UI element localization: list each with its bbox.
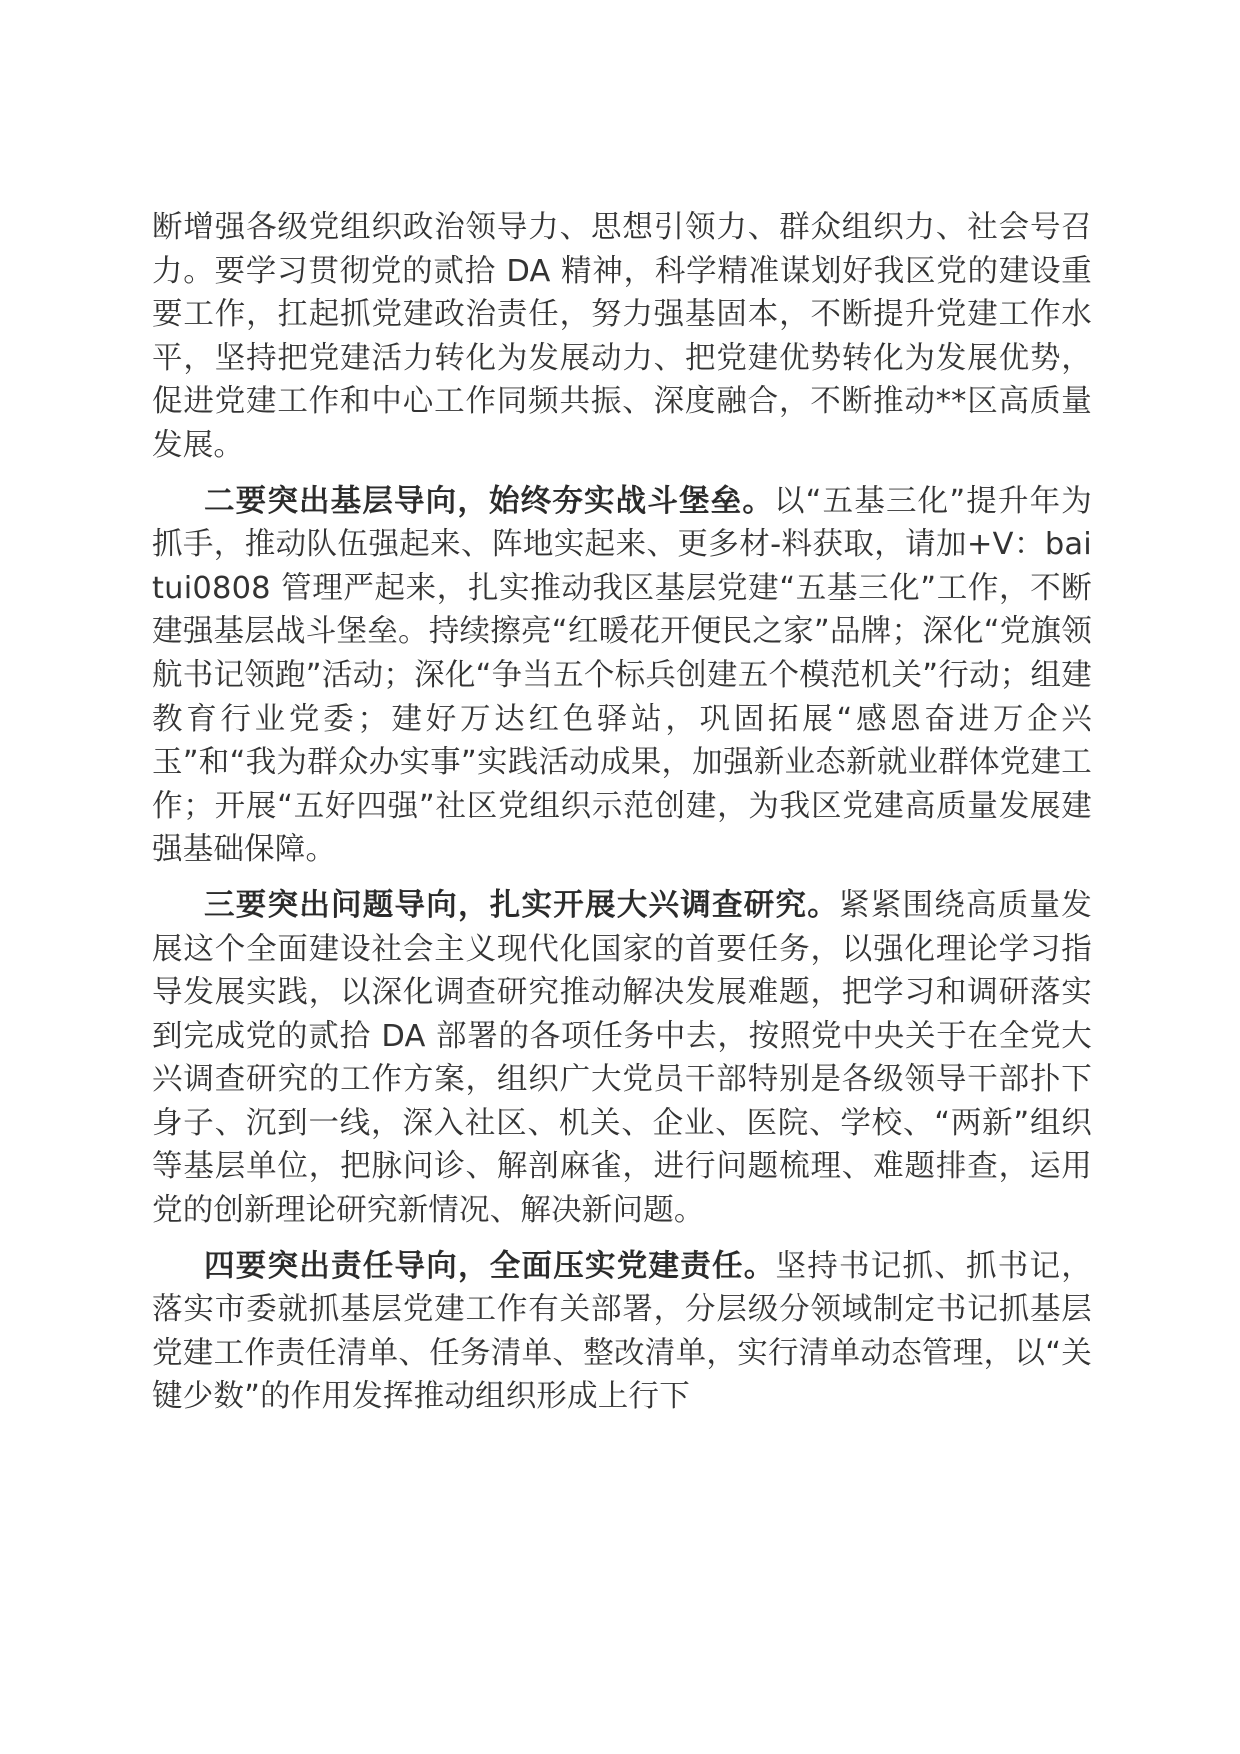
paragraph-3-text: 紧紧围绕高质量发展这个全面建设社会主义现代化国家的首要任务，以强化理论学习指导发展实践，以深化调查研究推动解决发展难题，把学习和调研落实到完成党的贰拾 DA 部署的各项任务中去，按照党中央关于在全党大兴调查研究的工作方案，组织广大党员干部特别是各级领导干部扑下身子、沉到一线，深入社区、机关、企业、医院、学校、“两新”组织等基层单位，把脉问诊、解剖麻雀，进行问题梳理、难题排查，运用党的创新理论研究新情况、解决新问题。	[152, 887, 1092, 1229]
paragraph-1	[152, 206, 1092, 468]
paragraph-4-lead: 四要突出责任导向，全面压实党建责任。	[204, 1248, 776, 1284]
paragraph-3	[152, 884, 1092, 1233]
document-body	[152, 206, 1092, 1431]
paragraph-2	[152, 480, 1092, 872]
paragraph-3-lead: 三要突出问题导向，扎实开展大兴调查研究。	[204, 887, 840, 923]
paragraph-4-text: 坚持书记抓、抓书记，落实市委就抓基层党建工作有关部署，分层级分领域制定书记抓基层党建工作责任清单、任务清单、整改清单，实行清单动态管理，以“关键少数”的作用发挥推动组织形成上行下	[152, 1248, 1092, 1415]
paragraph-2-lead: 二要突出基层导向，始终夯实战斗堡垒。	[204, 483, 775, 519]
paragraph-1-text: 断增强各级党组织政治领导力、思想引领力、群众组织力、社会号召力。要学习贯彻党的贰拾 DA 精神，科学精准谋划好我区党的建设重要工作，扛起抓党建政治责任，努力强基固本，不断提升党建工作水平，坚持把党建活力转化为发展动力、把党建优势转化为发展优势，促进党建工作和中心工作同频共振、深度融合，不断推动**区高质量发展。	[152, 210, 1092, 463]
paragraph-4	[152, 1245, 1092, 1419]
paragraph-2-text: 以“五基三化”提升年为抓手，推动队伍强起来、阵地实起来、更多材-料获取，请加+V：baitui0808 管理严起来，扎实推动我区基层党建“五基三化”工作，不断建强基层战斗堡垒。持续擦亮“红暖花开便民之家”品牌；深化“党旗领航书记领跑”活动；深化“争当五个标兵创建五个模范机关”行动；组建教育行业党委；建好万达红色驿站，巩固拓展“感恩奋进万企兴玉”和“我为群众办实事”实践活动成果，加强新业态新就业群体党建工作；开展“五好四强”社区党组织示范创建，为我区党建高质量发展建强基础保障。	[152, 483, 1092, 868]
